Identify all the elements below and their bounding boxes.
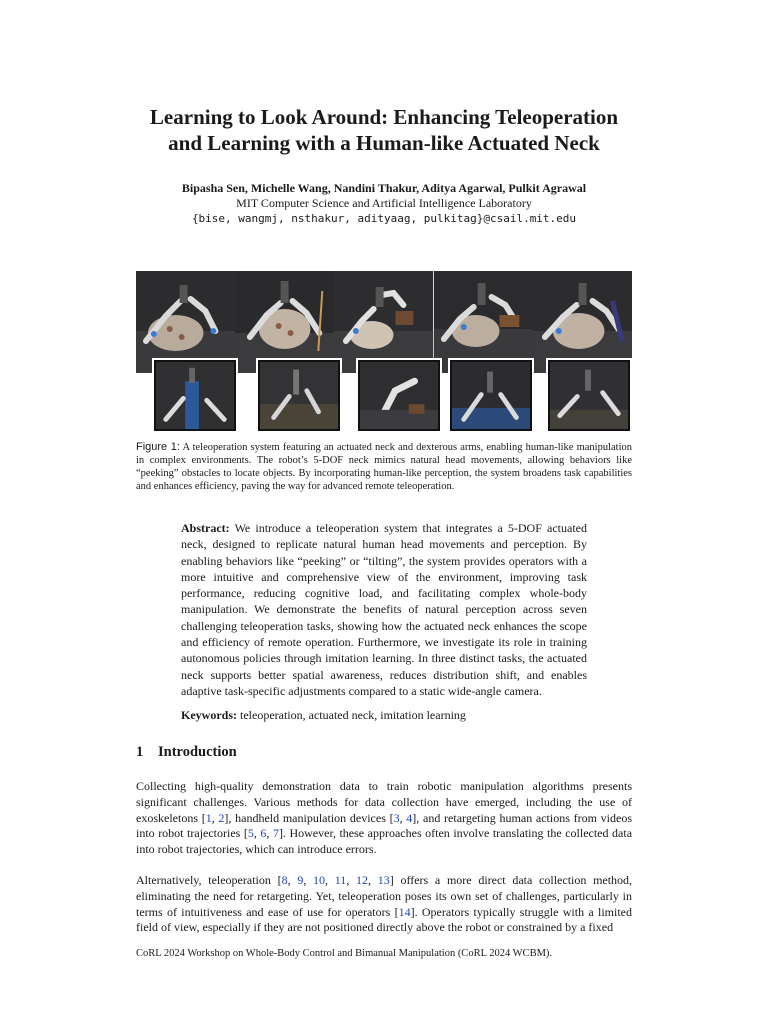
para-text: , bbox=[266, 826, 273, 841]
email-list: {bise, wangmj, nsthakur, adityaag, pulkitag}@csail.mit.edu bbox=[191, 212, 577, 225]
citation-link[interactable]: 3 bbox=[393, 810, 400, 825]
intro-paragraph-2 bbox=[136, 873, 632, 936]
figure-bottom-strip bbox=[136, 358, 632, 433]
robot-view-1 bbox=[152, 358, 238, 433]
citation-link[interactable]: 6 bbox=[260, 826, 267, 841]
citation-link[interactable]: 2 bbox=[218, 810, 225, 825]
robot-view-5 bbox=[546, 358, 632, 433]
section-title: Introduction bbox=[158, 744, 237, 760]
citation-link[interactable]: 5 bbox=[247, 826, 254, 841]
figure-caption-text: A teleoperation system featuring an actuated neck and dexterous arms, enabling human-like manipulation in complex environments. The robot’s 5-DOF neck mimics natural head movements, allowing behaviors like “peeking” obstacles to locate objects. By incorporating human-like perception, the system broadens task capabilities and enhances efficiency, paving the way for advanced remote teleoperation. bbox=[136, 442, 632, 492]
para-text: ] offers a more direct data collection method, eliminating the need for retargeting. Yet, teleoperation poses its own set of challenges, particularly in terms of intuitiveness and ease of use for operators [ bbox=[136, 873, 633, 919]
affiliation: MIT Computer Science and Artificial Intelligence Laboratory bbox=[236, 196, 532, 210]
para-text: , bbox=[253, 826, 261, 841]
section-heading bbox=[136, 742, 237, 762]
para-text: , bbox=[287, 873, 298, 887]
title-line-2: and Learning with a Human-like Actuated Neck bbox=[168, 131, 600, 155]
title-line-1: Learning to Look Around: Enhancing Teleoperation bbox=[149, 105, 619, 129]
citation-link[interactable]: 11 bbox=[334, 873, 347, 887]
robot-view-4 bbox=[448, 358, 534, 433]
figure-label: Figure 1: bbox=[136, 441, 180, 453]
figure-1 bbox=[136, 271, 632, 435]
para-text: Collecting high-quality demonstration data to train robotic manipulation algorithms presents significant challenges. Various methods for data collection have emerged, including the use of exoskeletons [ bbox=[136, 779, 632, 825]
para-text: , bbox=[346, 873, 357, 887]
robot-view-3 bbox=[356, 358, 442, 433]
para-text: , bbox=[303, 873, 314, 887]
para-text: , bbox=[211, 810, 219, 825]
keywords-label: Keywords: bbox=[181, 708, 237, 722]
citation-link[interactable]: 1 bbox=[205, 810, 212, 825]
para-text: Alternatively, teleoperation [ bbox=[136, 873, 282, 887]
para-text: , bbox=[368, 873, 378, 887]
robot-view-2 bbox=[256, 358, 342, 433]
keywords bbox=[181, 707, 587, 723]
citation-link[interactable]: 7 bbox=[272, 826, 279, 841]
citation-link[interactable]: 14 bbox=[398, 904, 411, 919]
citation-link[interactable]: 8 bbox=[281, 873, 288, 887]
citation-link[interactable]: 12 bbox=[356, 873, 369, 887]
citation-link[interactable]: 9 bbox=[297, 873, 304, 887]
para-text: ], handheld manipulation devices [ bbox=[224, 810, 394, 825]
abstract-text: We introduce a teleoperation system that integrates a 5-DOF actuated neck, designed to replicate natural human head movements and perception. By enabling behaviors like “peeking” or “tilting”, the system provides operators with a more intuitive and comprehensive view of the environment, improving task performance, reducing cognitive load, and facilitating complex whole-body manipulation. We demonstrate the benefits of natural perception across seven challenging teleoperation tasks, showing how the actuated neck enhances the scope and efficiency of remote operation. Furthermore, we investigate its role in training autonomous policies through imitation learning. In three distinct tasks, the actuated neck supports better spatial awareness, reduces distribution shift, and enables adaptive task-specific adjustments compared to a static wide-angle camera. bbox=[181, 521, 587, 698]
citation-link[interactable]: 4 bbox=[406, 810, 413, 825]
paper-title bbox=[60, 104, 708, 156]
para-text: ]. However, these approaches often involve translating the collected data into robot trajectories, which can introduce errors. bbox=[136, 826, 633, 857]
para-text: ]. Operators typically struggle with a limited field of view, especially if they are not positioned directly above the robot or constrained by a fixed bbox=[136, 904, 632, 935]
abstract bbox=[181, 520, 587, 699]
keywords-text: teleoperation, actuated neck, imitation learning bbox=[237, 708, 466, 722]
authors: Bipasha Sen, Michelle Wang, Nandini Thakur, Aditya Agarwal, Pulkit Agrawal bbox=[181, 181, 587, 195]
para-text: ], and retargeting human actions from videos into robot trajectories [ bbox=[136, 810, 632, 841]
para-text: , bbox=[325, 873, 335, 887]
venue-footer: CoRL 2024 Workshop on Whole-Body Control and Bimanual Manipulation (CoRL 2024 WCBM). bbox=[136, 948, 553, 959]
citation-link[interactable]: 13 bbox=[377, 873, 390, 887]
intro-paragraph-1 bbox=[136, 779, 632, 858]
section-number: 1 bbox=[136, 744, 144, 760]
abstract-label: Abstract: bbox=[181, 521, 230, 535]
figure-caption bbox=[136, 441, 632, 493]
citation-link[interactable]: 10 bbox=[313, 873, 326, 887]
para-text: , bbox=[399, 810, 407, 825]
